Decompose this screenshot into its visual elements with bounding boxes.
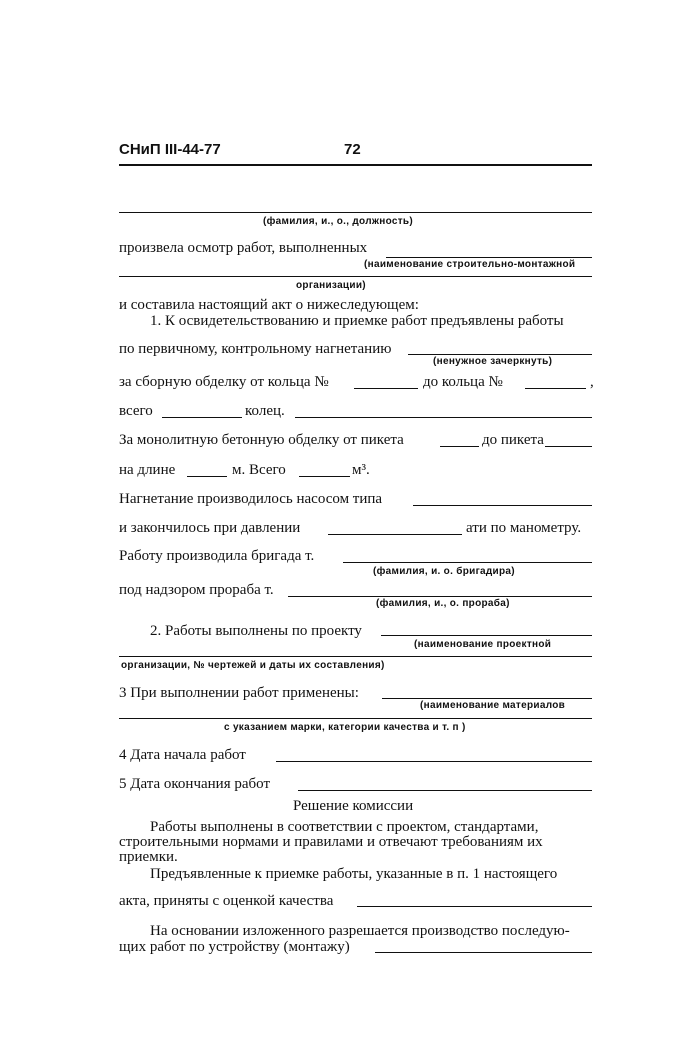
- document-code: СНиП III-44-77: [119, 141, 221, 158]
- item1-line2: по первичному, контрольному нагнетанию: [119, 341, 392, 357]
- ring-text-a: за сборную обделку от кольца №: [119, 374, 329, 390]
- decision-p2-l2: акта, приняты с оценкой качества: [119, 893, 334, 909]
- materials-line: [382, 698, 592, 699]
- quality-line: [357, 906, 592, 907]
- brigade-text: Работу производила бригада т.: [119, 548, 315, 564]
- picket-text-b: до пикета: [482, 432, 544, 448]
- total-text-a: всего: [119, 403, 153, 419]
- foreman-line: [288, 596, 592, 597]
- total-rest-line: [295, 417, 592, 418]
- header-rule: [119, 164, 592, 166]
- name-position-line: [119, 212, 592, 213]
- start-date-line: [276, 761, 592, 762]
- decision-p3-l2: щих работ по устройству (монтажу): [119, 939, 350, 955]
- caption-materials-1: (наименование материалов: [420, 700, 566, 711]
- decision-p3-l1: На основании изложенного разрешается производство последую-: [150, 923, 570, 939]
- total-text-b: колец.: [245, 403, 285, 419]
- item1-line1: 1. К освидетельствованию и приемке работ предъявлены работы: [150, 313, 564, 329]
- foreman-text: под надзором прораба т.: [119, 582, 274, 598]
- inspected-line: [386, 257, 592, 258]
- inspected-text: произвела осмотр работ, выполненных: [119, 240, 368, 256]
- decision-p2-l1: Предъявленные к приемке работы, указанные в п. 1 настоящего: [150, 866, 558, 882]
- length-text-c: м³.: [352, 462, 370, 478]
- length-text-a: на длине: [119, 462, 176, 478]
- decision-p1-l1: Работы выполнены в соответствии с проектом, стандартами,: [150, 819, 539, 835]
- subsequent-works-line: [375, 952, 592, 953]
- pressure-text-b: ати по манометру.: [466, 520, 582, 536]
- ring-to-line: [525, 388, 586, 389]
- item2-text: 2. Работы выполнены по проекту: [150, 623, 362, 639]
- caption-org-1: (наименование строительно-монтажной: [364, 259, 576, 270]
- picket-to-line: [545, 446, 592, 447]
- item5-text: 5 Дата окончания работ: [119, 776, 271, 792]
- item1-line: [408, 354, 592, 355]
- decision-p1-l3: приемки.: [119, 849, 178, 865]
- decision-p1-l2: строительными нормами и правилами и отвечают требованиям их: [119, 834, 543, 850]
- caption-org-2: организации): [296, 280, 366, 291]
- ring-from-line: [354, 388, 418, 389]
- picket-from-line: [440, 446, 479, 447]
- caption-brigadier: (фамилия, и. о. бригадира): [373, 566, 515, 577]
- org-line: [119, 276, 592, 277]
- length-text-b: м. Всего: [232, 462, 286, 478]
- decision-title: Решение комиссии: [293, 798, 414, 814]
- volume-line: [299, 476, 350, 477]
- caption-materials-2: с указанием марки, категории качества и т. п ): [224, 722, 466, 733]
- picket-text-a: За монолитную бетонную обделку от пикета: [119, 432, 404, 448]
- ring-comma: ,: [590, 374, 594, 390]
- act-text: и составила настоящий акт о нижеследующем:: [119, 297, 419, 313]
- end-date-line: [298, 790, 592, 791]
- caption-project-2: организации, № чертежей и даты их составления): [121, 660, 385, 671]
- pressure-text-a: и закончилось при давлении: [119, 520, 301, 536]
- caption-name-position: (фамилия, и., о., должность): [263, 216, 414, 227]
- materials-line-2: [119, 718, 592, 719]
- caption-foreman: (фамилия, и., о. прораба): [376, 598, 510, 609]
- caption-strike: (ненужное зачеркнуть): [433, 356, 553, 367]
- total-line: [162, 417, 242, 418]
- caption-project-1: (наименование проектной: [414, 639, 552, 650]
- project-line: [381, 635, 592, 636]
- page-number: 72: [344, 141, 361, 158]
- project-line-2: [119, 656, 592, 657]
- item4-text: 4 Дата начала работ: [119, 747, 246, 763]
- brigade-line: [343, 562, 592, 563]
- ring-text-b: до кольца №: [423, 374, 503, 390]
- pump-text: Нагнетание производилось насосом типа: [119, 491, 383, 507]
- item3-text: 3 При выполнении работ применены:: [119, 685, 359, 701]
- pressure-line: [328, 534, 462, 535]
- pump-line: [413, 505, 592, 506]
- length-line: [187, 476, 227, 477]
